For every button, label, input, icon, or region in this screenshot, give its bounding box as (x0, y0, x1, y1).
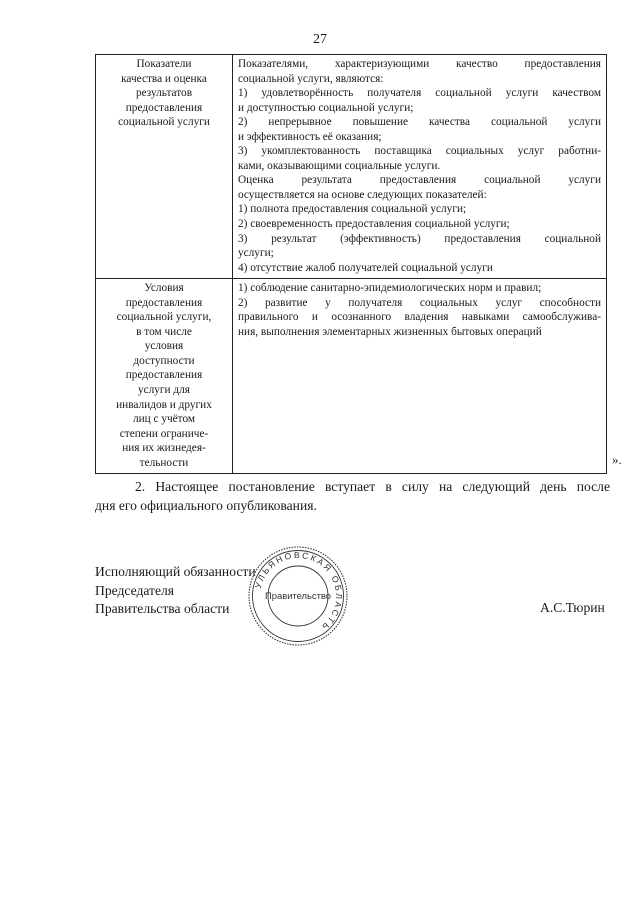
page-number: 27 (313, 32, 327, 47)
label-line: Показатели (136, 58, 192, 70)
table-row-conditions (96, 279, 607, 474)
description-line: 1) соблюдение санитарно-эпидемиологических норм и правил; (238, 282, 542, 295)
seal-center-text: Правительство (265, 590, 331, 601)
description-line: и доступностью социальной услуги; (238, 101, 414, 114)
label-line: предоставления (125, 369, 203, 382)
table-row-quality (96, 55, 607, 279)
label-line: ния их жизнедея- (122, 442, 206, 455)
description-line: правильного и осознанного владения навыками самообслужива- (238, 311, 601, 324)
label-line: лиц с учётом (132, 413, 196, 426)
label-line: социальной услуги, (116, 311, 212, 324)
label-line: тельности (139, 456, 189, 469)
seal-ring-text: УЛЬЯНОВСКАЯ ОБЛАСТЬ (252, 549, 345, 634)
signature-title-line: Председателя (95, 582, 175, 598)
label-line: услуги для (137, 384, 191, 397)
label-line: социальной услуги (118, 116, 210, 129)
quality-label-cell (96, 55, 233, 279)
closing-quote: ». (612, 452, 622, 467)
conditions-description-cell (233, 279, 607, 474)
description-line: 1) удовлетворённость получателя социальной услуги качеством (238, 87, 601, 100)
description-line: 3) укомплектованность поставщика социальных услуг работни- (238, 145, 601, 158)
paragraph-line: дня его официального опубликования. (95, 498, 317, 513)
description-line: 4) отсутствие жалоб получателей социальной услуги (238, 261, 493, 274)
description-line: ками, оказывающими социальные услуги. (238, 159, 441, 172)
quality-description-cell (233, 55, 607, 279)
label-line: в том числе (136, 325, 192, 338)
label-line: степени ограниче- (119, 427, 209, 440)
label-line: результатов (135, 87, 193, 100)
description-line: осуществляется на основе следующих показателей: (238, 188, 487, 201)
description-line: ния, выполнения элементарных жизненных бытовых операций (238, 325, 542, 338)
label-line: Условия (144, 282, 184, 295)
signer-name: А.С.Тюрин (540, 600, 605, 615)
description-line: 3) результат (эффективность) предоставления социальной (238, 232, 601, 245)
description-line: 2) непрерывное повышение качества социальной услуги (238, 116, 601, 129)
description-line: 2) развитие у получателя социальных услуг способности (238, 296, 601, 309)
label-line: предоставления (125, 296, 203, 309)
conditions-label-cell (96, 279, 233, 474)
signature-title-line: Исполняющий обязанности (95, 564, 256, 579)
label-line: инвалидов и других (116, 398, 212, 411)
official-seal (246, 544, 350, 648)
signature-title-line: Правительства области (95, 601, 230, 616)
description-line: и эффективность её оказания; (238, 130, 382, 143)
paragraph-line: 2. Настоящее постановление вступает в силу на следующий день после (135, 479, 610, 494)
description-line: услуги; (238, 247, 274, 260)
service-table (95, 54, 607, 474)
signature-block (95, 563, 256, 619)
label-line: качества и оценка (121, 72, 207, 85)
description-line: 2) своевременность предоставления социальной услуги; (238, 218, 510, 231)
label-line: условия (144, 340, 184, 353)
description-line: Оценка результата предоставления социальной услуги (238, 174, 601, 187)
label-line: доступности (133, 354, 195, 367)
description-line: 1) полнота предоставления социальной услуги; (238, 203, 467, 216)
description-line: социальной услуги, являются: (238, 72, 384, 85)
label-line: предоставления (125, 101, 203, 114)
effective-date-paragraph (95, 477, 610, 515)
description-line: Показателями, характеризующими качество предоставления (238, 58, 601, 70)
